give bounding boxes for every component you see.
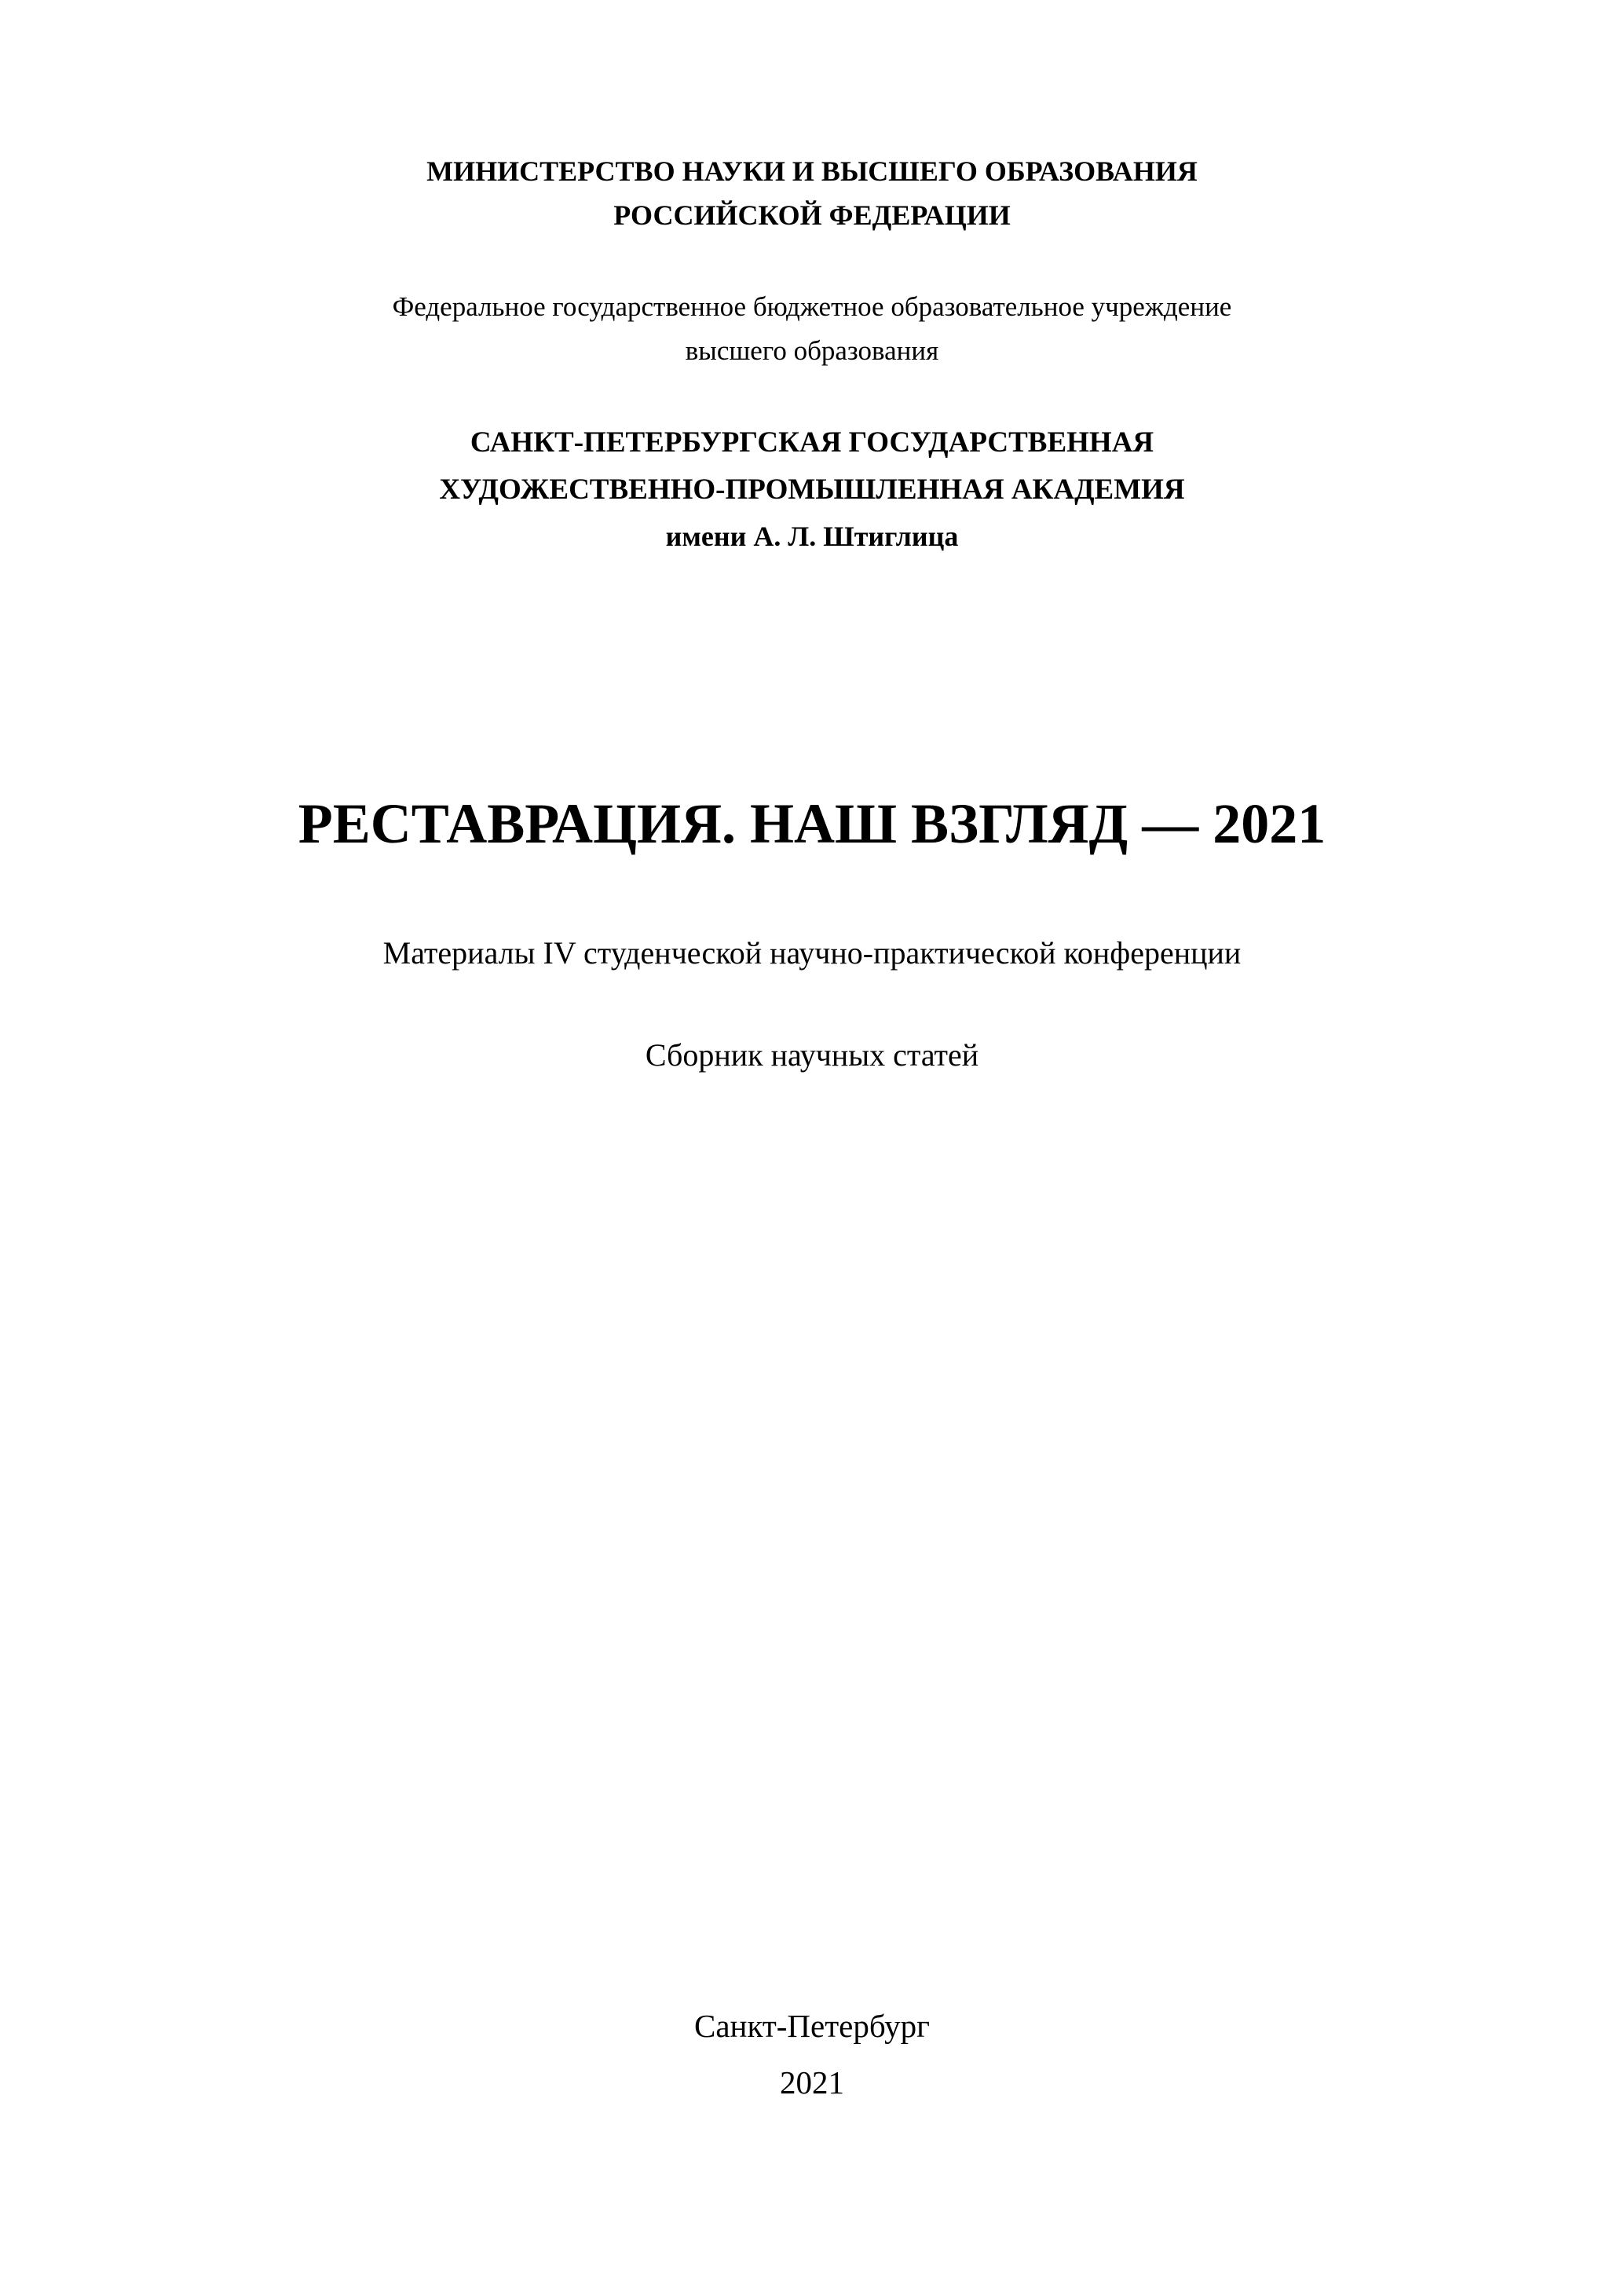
document-subtitle: Материалы IV студенческой научно-практической конференции [382,935,1242,971]
ministry-line-2: РОССИЙСКОЙ ФЕДЕРАЦИИ [613,199,1011,231]
ministry-line-1: МИНИСТЕРСТВО НАУКИ И ВЫСШЕГО ОБРАЗОВАНИЯ [426,155,1198,187]
collection-type: Сборник научных статей [645,1037,979,1073]
document-title: РЕСТАВРАЦИЯ. НАШ ВЗГЛЯД — 2021 [298,792,1326,855]
institution-type-line-1: Федеральное государственное бюджетное образовательное учреждение [392,291,1232,322]
academy-name-line-1: САНКТ-ПЕТЕРБУРГСКАЯ ГОСУДАРСТВЕННАЯ [470,426,1154,459]
publication-year: 2021 [780,2064,844,2100]
academy-name-line-2: ХУДОЖЕСТВЕННО-ПРОМЫШЛЕННАЯ АКАДЕМИЯ [439,473,1185,506]
institution-type-line-2: высшего образования [685,335,939,366]
publication-city: Санкт-Петербург [694,2008,930,2044]
academy-name-line-3: имени А. Л. Штиглица [665,521,959,552]
